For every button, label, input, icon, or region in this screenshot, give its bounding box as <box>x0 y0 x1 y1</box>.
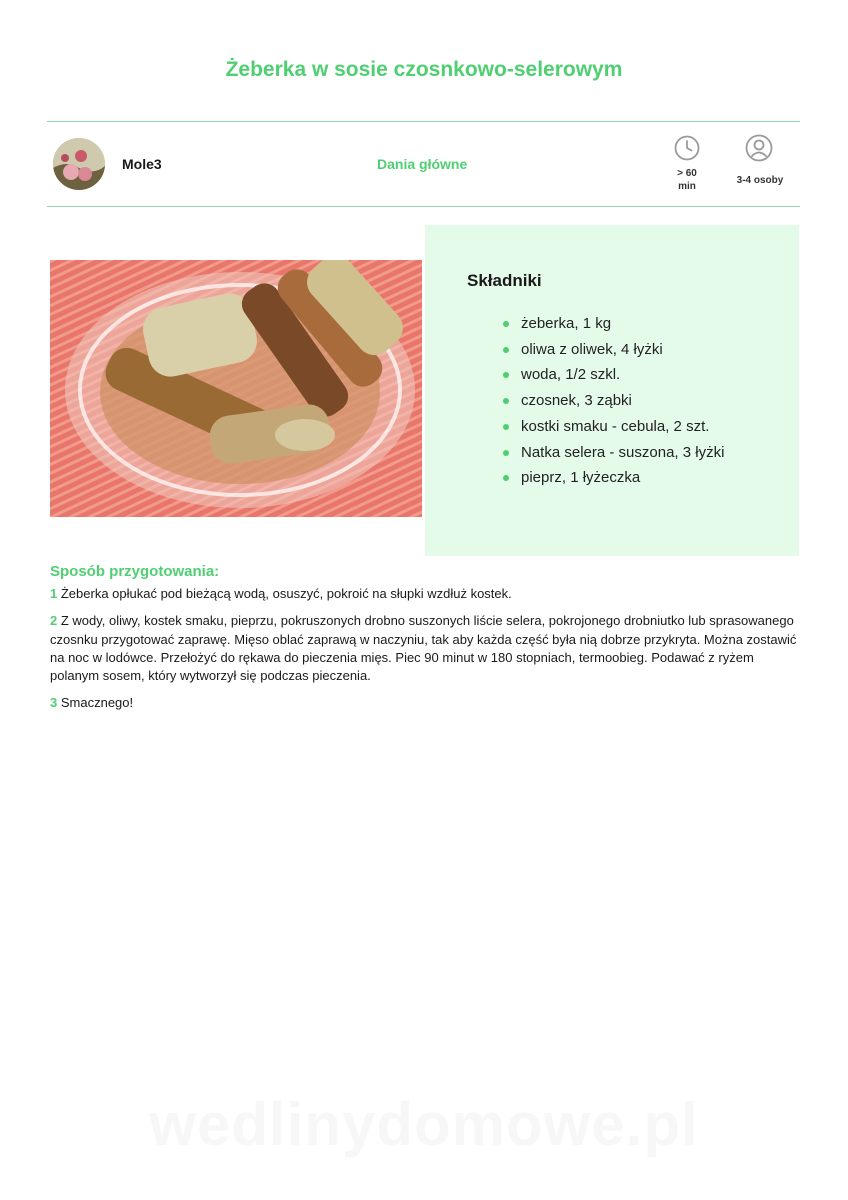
author-name[interactable]: Mole3 <box>122 156 162 172</box>
step-number: 1 <box>50 586 58 601</box>
step-text: Smacznego! <box>60 695 134 711</box>
ingredient-text: żeberka, 1 kg <box>521 315 612 332</box>
bullet <box>503 475 509 481</box>
step-number: 2 <box>50 613 58 629</box>
recipe-photo <box>50 260 422 517</box>
divider-top <box>47 121 800 122</box>
ingredient-item <box>503 388 724 414</box>
ingredient-text: Natka selera - suszona, 3 łyżki <box>521 443 725 461</box>
recipe-title: Żeberka w sosie czosnkowo-selerowym <box>225 58 623 81</box>
ingredient-item <box>503 362 724 388</box>
ingredient-item <box>503 465 724 491</box>
ingredient-text: woda, 1/2 szkl. <box>521 366 621 384</box>
bullet <box>503 372 509 378</box>
ingredient-text: czosnek, 3 ząbki <box>521 392 632 410</box>
ingredient-item <box>503 414 724 440</box>
ingredient-item <box>503 311 724 337</box>
step-text: Żeberka opłukać pod bieżącą wodą, osuszyć, pokroić na słupki wzdłuż kostek. <box>60 586 512 601</box>
preparation-title: Sposób przygotowania: <box>50 563 220 580</box>
ingredient-text: kostki smaku - cebula, 2 szt. <box>521 417 710 435</box>
bullet <box>503 398 509 404</box>
preparation-step <box>50 612 800 685</box>
prep-time: > 60 min <box>677 168 697 192</box>
divider-bottom <box>47 206 800 207</box>
bullet <box>503 347 509 353</box>
step-number: 3 <box>50 695 58 711</box>
ingredient-text: oliwa z oliwek, 4 łyżki <box>521 340 663 358</box>
bullet <box>503 321 509 327</box>
preparation-step <box>50 585 800 603</box>
preparation-step <box>50 694 800 712</box>
watermark: wedlinydomowe.pl <box>149 1091 699 1158</box>
servings: 3-4 osoby <box>736 175 784 186</box>
person-icon <box>745 134 773 167</box>
ingredients-title: Składniki <box>467 271 542 290</box>
step-text: Z wody, oliwy, kostek smaku, pieprzu, pokruszonych drobno suszonych liście selera, pokrojonego drobniutko lub sprasowanego czosnku przygotować zaprawę. Mięso oblać zaprawą w naczyniu, tak aby każda część była nią dobrze przykryta. Można zostawić na noc w lodówce. Przełożyć do rękawa do pieczenia mięs. Piec 90 minut w 180 stopniach, termoobieg. Podawać z ryżem polanym sosem, który wytworzył się podczas pieczenia. <box>50 613 797 684</box>
ingredient-text: pieprz, 1 łyżeczka <box>521 469 641 487</box>
bullet <box>503 450 509 456</box>
ingredients-list <box>503 311 724 491</box>
bullet <box>503 424 509 430</box>
preparation-steps <box>50 585 800 722</box>
clock-icon <box>674 135 700 166</box>
ingredient-item <box>503 440 724 466</box>
ingredient-item <box>503 337 724 363</box>
author-avatar[interactable] <box>53 138 105 190</box>
recipe-category[interactable]: Dania główne <box>377 156 468 172</box>
